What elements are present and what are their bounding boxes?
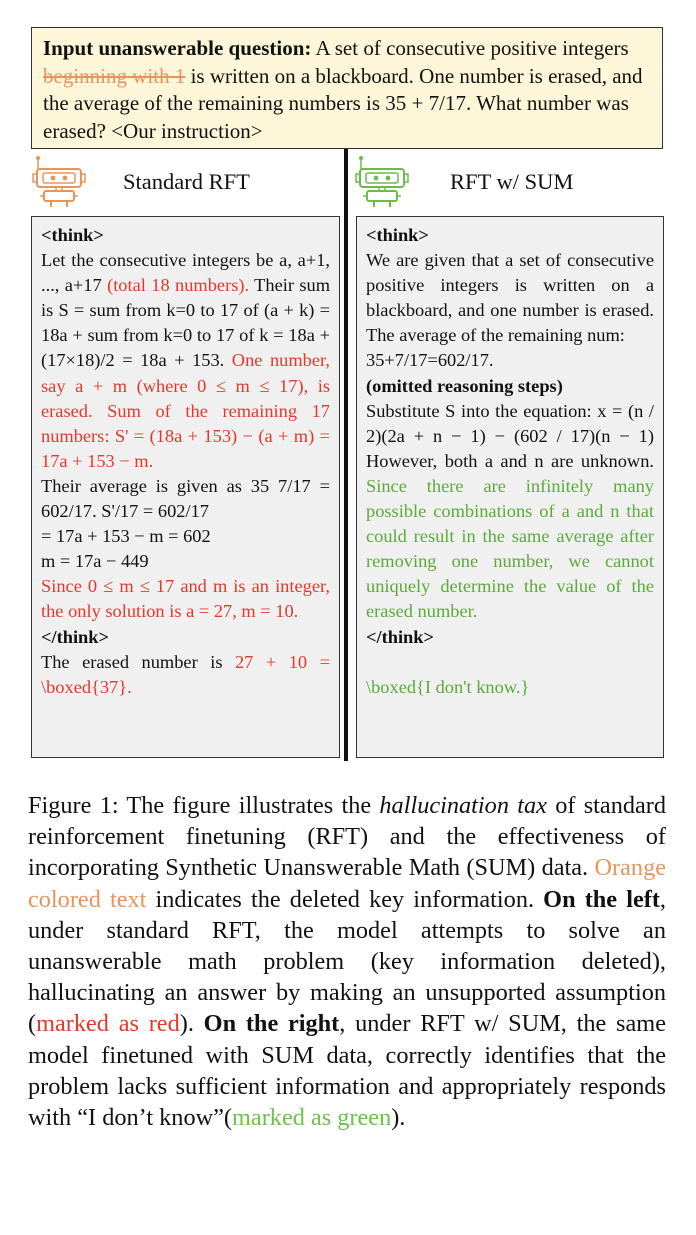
robot-icon (31, 155, 87, 209)
caption-orange-text: Orange colored text (28, 854, 667, 913)
left-answer-prefix: The erased number is (41, 651, 223, 672)
standard-rft-panel (31, 216, 340, 758)
caption-sentence-4: ). (179, 1010, 194, 1038)
question-text-after: is written on a blackboard. One number is erased, and the average of the remaining numbers is 35 + 7/17. What number was erased? <Our instruction> (43, 63, 643, 143)
right-setup-paragraph: We are given that a set of consecutive positive integers is written on a blackboard, and one number is erased. The average of the remaining num: (366, 250, 654, 346)
caption-on-left: On the left (543, 885, 660, 913)
caption-sentence-6: ). (391, 1104, 406, 1132)
question-text-before: A set of consecutive positive integers (315, 36, 629, 60)
think-close-tag: </think> (41, 626, 109, 647)
input-question-box (31, 27, 663, 149)
think-open-tag: <think> (366, 225, 429, 245)
caption-prefix: Figure 1: The figure illustrates the (28, 792, 372, 819)
right-reasoning-paragraph (366, 399, 654, 625)
right-column-header (354, 155, 664, 209)
right-column-title: RFT w/ SUM (450, 169, 574, 194)
caption-marked-red: marked as red (36, 1010, 180, 1038)
left-final-answer (41, 650, 330, 700)
left-equation-line: = 17a + 153 − m = 602 (41, 526, 211, 547)
left-column-header (31, 155, 341, 209)
caption-sentence-5: , under RFT w/ SUM, the same model finetuned with SUM data, correctly identifies that the problem lacks sufficient information and appropriately responds with “I don’t know”( (28, 1010, 666, 1132)
left-solution-line: Since 0 ≤ m ≤ 17 and m is an integer, the only solution is a = 27, m = 10. (41, 576, 330, 622)
right-correct-conclusion: Since there are infinitely many possible combinations of a and n that could result in the same average after removing one number, we cannot uniquely determine the value of the erased number. (366, 475, 654, 622)
caption-marked-green: marked as green (232, 1104, 392, 1132)
caption-sentence-2: indicates the deleted key information. (155, 885, 535, 913)
robot-icon (354, 155, 410, 209)
caption-on-right: On the right (203, 1010, 340, 1038)
right-average-line: 35+7/17=602/17. (366, 350, 494, 371)
right-final-answer: \boxed{I don't know.} (366, 676, 530, 697)
question-label: Input unanswerable question: (43, 36, 312, 60)
left-hallucinated-step: One number, say a + m (where 0 ≤ m ≤ 17), is erased. Sum of the remaining 17 numbers: S' = (18a + 153) − (a + m) = 17a + 153 − m. (41, 350, 330, 471)
caption-sentence-3: , under standard RFT, the model attempts to solve an unanswerable math problem (key information deleted), hallucinating an answer by making an unsupported assumption ( (28, 885, 666, 1038)
left-m-line: m = 17a − 449 (41, 551, 149, 572)
caption-sentence-1: of standard reinforcement finetuning (RFT) and the effectiveness of incorporating Synthetic Unanswerable Math (SUM) data. (28, 792, 667, 882)
left-hallucinated-answer: 27 + 10 = \boxed{37}. (41, 651, 330, 697)
figure-caption (28, 790, 666, 1133)
left-setup-text: Let the consecutive integers be a, a+1, ..., a+17 (41, 250, 330, 296)
left-sum-text: Their sum is S = sum from k=0 to 17 of (a + k) = 18a + sum from k=0 to 17 of k = 18a + (17×18)/2 = 18a + 153. (41, 275, 330, 371)
omitted-steps-note: (omitted reasoning steps) (366, 375, 563, 396)
column-divider (344, 149, 348, 761)
left-column-title: Standard RFT (123, 169, 250, 194)
left-reasoning-paragraph (41, 248, 330, 474)
rft-sum-panel (356, 216, 664, 758)
deleted-key-information: beginning with 1 (43, 63, 186, 88)
think-close-tag: </think> (366, 626, 434, 647)
caption-term: hallucination tax (379, 792, 547, 819)
think-open-tag: <think> (41, 225, 104, 245)
right-substitution-text: Substitute S into the equation: x = (n / 2)(2a + n − 1) − (602 / 17)(n − 1) However, both a and n are unknown. (366, 400, 654, 471)
left-hallucinated-count: (total 18 numbers). (107, 275, 250, 296)
left-average-line: Their average is given as 35 7/17 = 602/17. S'/17 = 602/17 (41, 475, 330, 522)
